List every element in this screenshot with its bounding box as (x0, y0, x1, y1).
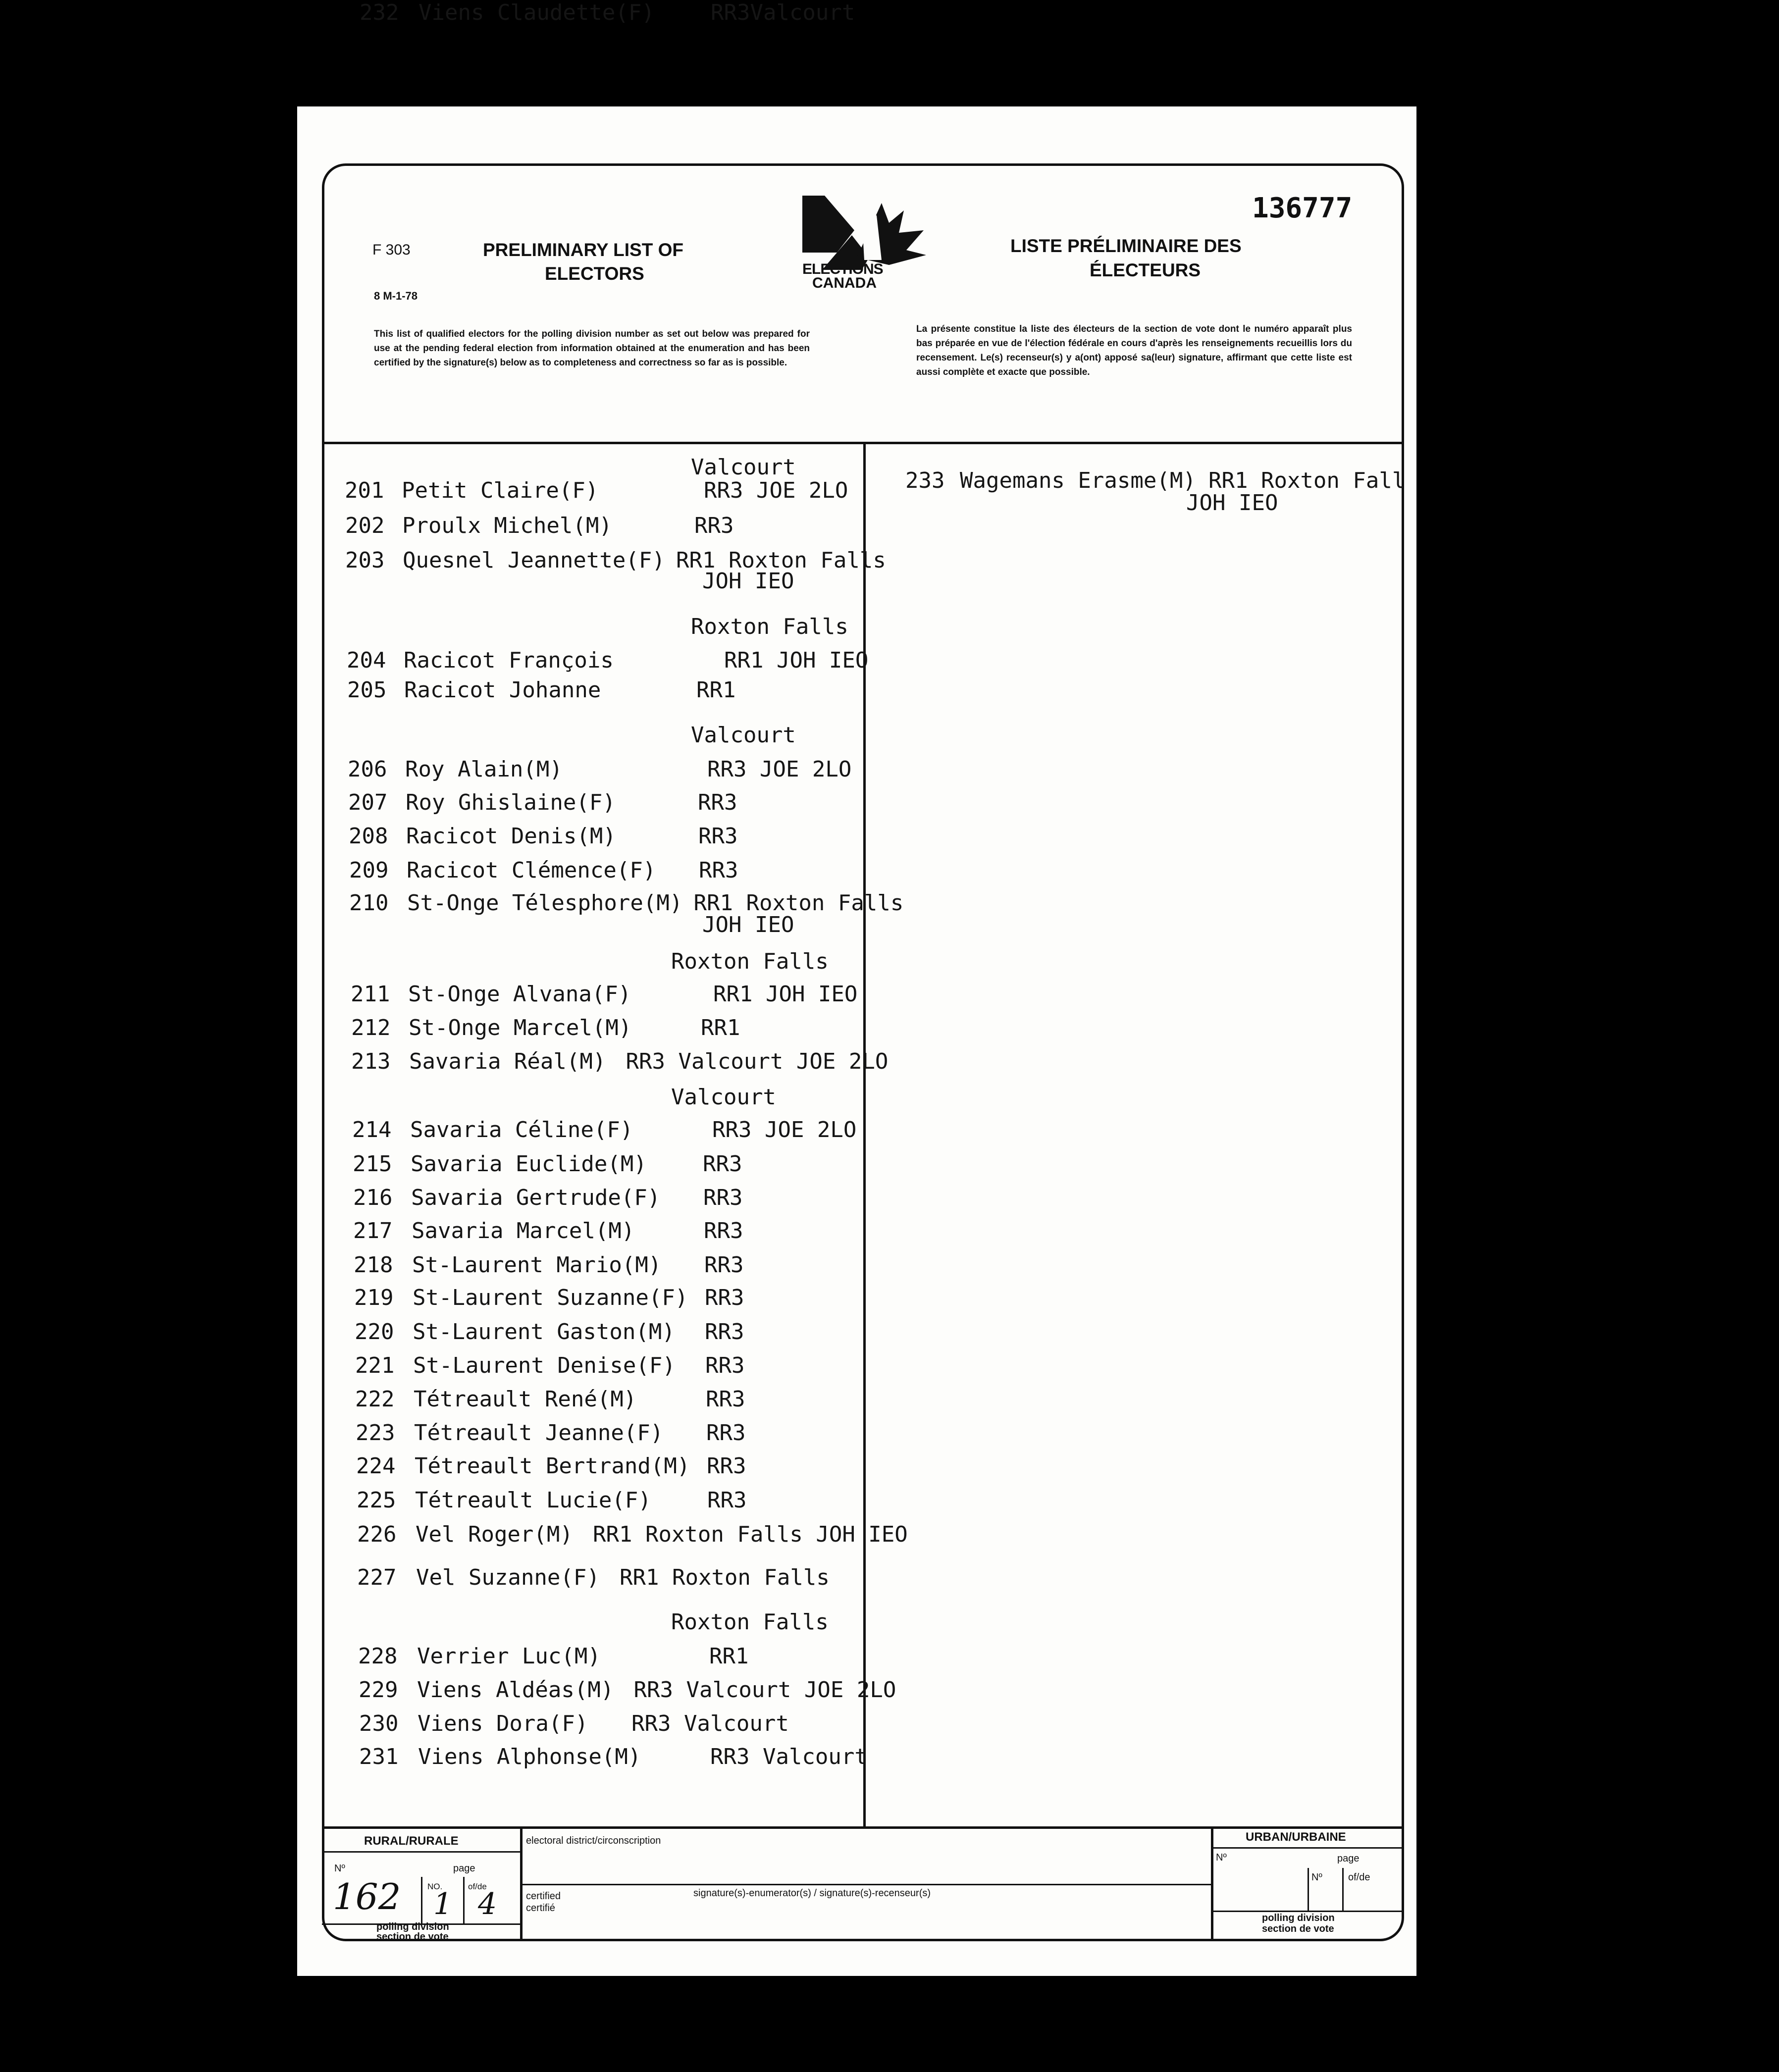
elector-name: Racicot Denis(M) (406, 824, 616, 849)
footer-vline-urban-page (1308, 1868, 1309, 1912)
elector-number: 221 (355, 1353, 395, 1378)
rural-label: RURAL/RURALE (364, 1834, 459, 1848)
elector-address: RR3 (703, 1185, 743, 1210)
footer-hline-certified (520, 1884, 1211, 1885)
rural-polling-division: polling division (376, 1921, 449, 1932)
elector-address: RR3 Valcourt (631, 1711, 789, 1736)
form-date: 8 M-1-78 (374, 290, 418, 302)
place-heading: Roxton Falls (671, 1609, 829, 1635)
elector-address: RR3 Valcourt JOE 2LO (633, 1677, 896, 1703)
elector-number: 222 (355, 1387, 395, 1412)
title-fr-line2: ÉLECTEURS (1090, 260, 1201, 280)
elector-address: RR1 Roxton Falls (676, 548, 886, 573)
elector-number: 201 (345, 478, 384, 503)
elector-number: 225 (357, 1488, 396, 1513)
elector-name: Savaria Euclide(M) (411, 1151, 647, 1177)
certifie-label: certifié (526, 1903, 555, 1914)
footer-hline-urban-polling (1211, 1911, 1404, 1912)
footer-vline-urban (1211, 1826, 1213, 1941)
elector-address: RR1 Roxton Falls (620, 1565, 830, 1590)
elector-number: 228 (358, 1644, 398, 1669)
elector-name: Tétreault Lucie(F) (415, 1488, 651, 1513)
elector-name: Savaria Gertrude(F) (411, 1185, 661, 1210)
urban-label: URBAN/URBAINE (1246, 1830, 1346, 1844)
elector-address: RR3Valcourt (711, 0, 855, 25)
footer-hline-rural (322, 1851, 520, 1853)
urban-no-label: Nº (1216, 1852, 1227, 1863)
elector-number: 224 (356, 1453, 396, 1479)
elector-number: 226 (357, 1522, 397, 1547)
form-code: F 303 (372, 242, 411, 258)
elector-number: 214 (352, 1117, 392, 1142)
elector-address: RR1 (709, 1644, 749, 1669)
elector-number: 217 (353, 1218, 393, 1243)
elector-name: St-Onge Marcel(M) (409, 1015, 632, 1040)
elector-name: Tétreault Jeanne(F) (414, 1420, 664, 1446)
footer-hline-urban (1211, 1847, 1404, 1849)
elector-address: RR3 (705, 1353, 745, 1378)
elector-address: RR3 (698, 790, 737, 815)
elector-number: 223 (356, 1420, 395, 1446)
elector-name: Proulx Michel(M) (402, 513, 612, 538)
footer-vline-page (421, 1877, 422, 1924)
rural-no-small: NO. (427, 1882, 443, 1891)
elector-address: RR3 (707, 1453, 746, 1479)
logo-text-elections: ELECTIONS (802, 261, 883, 277)
elector-address: RR3 JOE 2LO (707, 757, 852, 782)
elector-name: Savaria Réal(M) (409, 1049, 606, 1074)
elector-address: RR1 Roxton Fall (1208, 468, 1406, 493)
serial-number: 136777 (1252, 192, 1353, 224)
elector-number: 204 (347, 648, 386, 673)
place-heading: Valcourt (671, 1085, 776, 1110)
elector-number: 230 (359, 1711, 399, 1736)
elector-address: RR3 (705, 1285, 744, 1310)
elector-name: Wagemans Erasme(M) (960, 468, 1196, 493)
elector-address: RR3 (706, 1387, 745, 1412)
elector-number: 210 (349, 890, 389, 916)
elector-name: Verrier Luc(M) (417, 1644, 601, 1669)
title-en-line1: PRELIMINARY LIST OF (483, 240, 683, 260)
address-continuation: JOH IEO (702, 569, 794, 594)
elector-number: 203 (345, 548, 385, 573)
elector-number: 212 (351, 1015, 391, 1040)
place-heading: Valcourt (691, 723, 796, 748)
elector-name: Vel Roger(M) (416, 1522, 573, 1547)
elector-address: RR1 (701, 1015, 740, 1040)
footer-vline-of (463, 1877, 465, 1924)
elector-address: RR1 JOH IEO (713, 982, 858, 1007)
elector-name: St-Onge Télesphore(M) (407, 890, 683, 916)
title-fr-line1: LISTE PRÉLIMINAIRE DES (1010, 236, 1242, 256)
title-en-line2: ELECTORS (545, 263, 644, 284)
elector-address: RR1 JOH IEO (724, 648, 869, 673)
elector-name: Roy Ghislaine(F) (406, 790, 616, 815)
elector-name: Tétreault René(M) (414, 1387, 637, 1412)
description-en: This list of qualified electors for the polling division number as set out below was prepared for use at the pending federal election from information obtained at the enumeration and has been certified by the signature(s) below as to completeness and correctness so far as is possible. (374, 329, 810, 368)
elector-name: Quesnel Jeannette(F) (403, 548, 665, 573)
urban-no-small: Nº (1311, 1872, 1322, 1883)
elector-number: 231 (359, 1744, 399, 1769)
rural-no-label: Nº (334, 1863, 345, 1874)
elector-name: Tétreault Bertrand(M) (415, 1453, 690, 1479)
elector-number: 208 (349, 824, 388, 849)
page-total-handwritten: 4 (478, 1887, 497, 1921)
urban-section-de-vote: section de vote (1262, 1923, 1334, 1934)
elector-number: 202 (345, 513, 385, 538)
elector-number: 218 (354, 1252, 393, 1278)
elector-address: RR3 (705, 1319, 744, 1345)
elector-name: Racicot Clémence(F) (407, 858, 656, 883)
place-heading: Roxton Falls (691, 614, 848, 639)
elector-name: Viens Aldéas(M) (417, 1677, 614, 1703)
elector-number: 206 (348, 757, 387, 782)
place-heading: Roxton Falls (671, 949, 829, 974)
description-fr: La présente constitue la liste des électeurs de la section de vote dont le numéro apparaît plus bas préparée en vue de l'élection fédérale en cours d'après les renseignements recueillis lors du recensement. Le(s) recenseur(s) y a(ont) apposé sa(leur) signature, affirmant que cette liste est aussi complète et exacte que possible. (916, 324, 1352, 377)
elector-number: 205 (347, 677, 387, 703)
elector-number: 215 (353, 1151, 392, 1177)
elector-number: 211 (351, 982, 390, 1007)
elector-address: RR1 Roxton Falls (693, 890, 904, 916)
elector-number: 213 (351, 1049, 391, 1074)
elector-address: RR3 Valcourt JOE 2LO (626, 1049, 889, 1074)
elector-address: RR3 (706, 1420, 746, 1446)
elector-address: RR3 (704, 1252, 744, 1278)
elector-address: RR3 (704, 1218, 743, 1243)
elector-address: RR3 JOE 2LO (712, 1117, 857, 1142)
elector-name: Roy Alain(M) (405, 757, 563, 782)
elector-number: 219 (354, 1285, 394, 1310)
certified-label: certified (526, 1891, 561, 1902)
urban-page-label: page (1337, 1853, 1360, 1864)
place-heading: Valcourt (691, 455, 796, 480)
elector-address: RR1 Roxton Falls JOH IEO (593, 1522, 908, 1547)
polling-number-handwritten: 162 (333, 1876, 401, 1917)
electoral-district-label: electoral district/circonscription (526, 1835, 661, 1846)
urban-polling-division: polling division (1262, 1913, 1335, 1923)
elector-number: 216 (353, 1185, 393, 1210)
elector-name: Savaria Céline(F) (410, 1117, 633, 1142)
rural-page-label: page (453, 1863, 475, 1874)
elector-address: RR3 JOE 2LO (704, 478, 848, 503)
elections-canada-logo (802, 196, 931, 300)
elector-number: 207 (348, 790, 388, 815)
rural-section-de-vote: section de vote (376, 1931, 449, 1942)
elector-name: Petit Claire(F) (402, 478, 599, 503)
rural-of-label: of/de (468, 1882, 487, 1891)
elector-name: Racicot François (404, 648, 614, 673)
logo-text-canada: CANADA (812, 275, 877, 291)
elector-address: RR3 (703, 1151, 742, 1177)
elector-name: Racicot Johanne (404, 677, 601, 703)
footer-vline-urban-of (1342, 1868, 1344, 1912)
address-continuation: JOH IEO (1186, 490, 1278, 516)
urban-of-label: of/de (1348, 1872, 1370, 1883)
elector-number: 232 (360, 0, 399, 25)
footer-divider (322, 1826, 1404, 1829)
elector-name: St-Laurent Denise(F) (413, 1353, 676, 1378)
elector-name: Viens Alphonse(M) (418, 1744, 641, 1769)
elector-name: Viens Claudette(F) (419, 0, 655, 25)
elector-number: 220 (355, 1319, 394, 1345)
elector-name: St-Onge Alvana(F) (408, 982, 631, 1007)
elector-name: Vel Suzanne(F) (416, 1565, 600, 1590)
elector-address: RR3 (698, 824, 738, 849)
elector-name: St-Laurent Suzanne(F) (413, 1285, 688, 1310)
elector-name: Savaria Marcel(M) (412, 1218, 635, 1243)
elector-number: 229 (359, 1677, 398, 1703)
elector-name: St-Laurent Mario(M) (412, 1252, 662, 1278)
elector-number: 209 (349, 858, 389, 883)
elector-address: RR3 (707, 1488, 747, 1513)
address-continuation: JOH IEO (702, 912, 794, 937)
elector-address: RR3 (694, 513, 734, 538)
signature-label: signature(s)-enumerator(s) / signature(s)-recenseur(s) (693, 1888, 931, 1899)
elector-address: RR3 Valcourt (710, 1744, 868, 1769)
elector-number: 227 (357, 1565, 397, 1590)
elector-name: St-Laurent Gaston(M) (413, 1319, 675, 1345)
elector-address: RR1 (696, 677, 736, 703)
elector-address: RR3 (699, 858, 738, 883)
elector-name: Viens Dora(F) (418, 1711, 588, 1736)
page-number-handwritten: 1 (433, 1887, 453, 1921)
elector-number: 233 (905, 468, 945, 493)
